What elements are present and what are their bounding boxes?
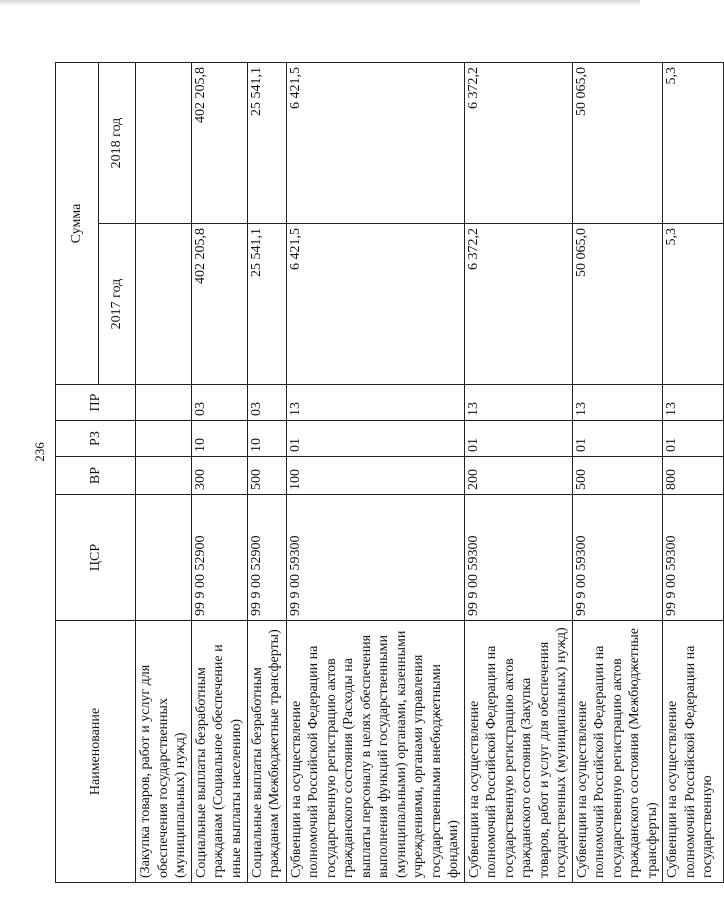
row-csr <box>136 495 192 621</box>
header-year-2017: 2017 год <box>99 224 136 385</box>
budget-table <box>55 62 724 883</box>
row-csr: 99 9 00 59300 <box>572 495 663 621</box>
header-sum: Сумма <box>56 63 99 385</box>
row-pr <box>136 385 192 421</box>
row-rz: 01 <box>572 421 663 457</box>
scan-edge-shadow <box>0 0 640 6</box>
header-name: Наименование <box>56 621 136 883</box>
row-csr: 99 9 00 52900 <box>247 495 286 621</box>
page-number: 236 <box>32 442 47 462</box>
table-row <box>191 63 247 883</box>
table-row <box>136 63 192 883</box>
row-pr: 03 <box>247 385 286 421</box>
row-csr: 99 9 00 52900 <box>191 495 247 621</box>
row-sum-2018: 402 205,8 <box>191 63 247 224</box>
row-pr: 13 <box>572 385 663 421</box>
row-csr: 99 9 00 59300 <box>286 495 464 621</box>
row-name: Социальные выплаты безработным гражданам (Межбюджетные трансферты) <box>247 621 286 883</box>
row-sum-2018: 6 372,2 <box>464 63 572 224</box>
row-name: Субвенции на осуществление полномочий Российской Федерации на государственную регистрацию актов гражданского состояния (Расходы на выплаты персоналу в целях обеспечения выполнения функций государственными (муниципальными) органами, казенными учреждениями, органами управления государственными внебюджетными фондами) <box>286 621 464 883</box>
row-sum-2017: 6 372,2 <box>464 224 572 385</box>
table-row <box>663 63 724 883</box>
table-row <box>572 63 663 883</box>
row-rz: 01 <box>286 421 464 457</box>
row-sum-2018 <box>136 63 192 224</box>
row-vr: 200 <box>464 457 572 495</box>
row-rz: 01 <box>464 421 572 457</box>
row-sum-2018: 25 541,1 <box>247 63 286 224</box>
row-vr: 500 <box>247 457 286 495</box>
header-csr: ЦСР <box>56 495 136 621</box>
row-rz: 10 <box>191 421 247 457</box>
row-name: Субвенции на осуществление полномочий Российской Федерации на государственную регистрацию актов гражданского состояния (Закупка товаров, работ и услуг для обеспечения государственных (муниципальных) нужд) <box>464 621 572 883</box>
table-row <box>286 63 464 883</box>
row-pr: 13 <box>464 385 572 421</box>
row-sum-2017: 402 205,8 <box>191 224 247 385</box>
row-vr: 100 <box>286 457 464 495</box>
row-sum-2017: 50 065,0 <box>572 224 663 385</box>
row-sum-2017: 5,3 <box>663 224 724 385</box>
row-name: (Закупка товаров, работ и услуг для обеспечения государственных (муниципальных) нужд) <box>136 621 192 883</box>
header-vr: ВР <box>56 457 136 495</box>
row-sum-2017: 25 541,1 <box>247 224 286 385</box>
row-name: Субвенции на осуществление полномочий Российской Федерации на государственную <box>663 621 724 883</box>
row-rz: 10 <box>247 421 286 457</box>
table-row <box>247 63 286 883</box>
row-csr: 99 9 00 59300 <box>663 495 724 621</box>
row-csr: 99 9 00 59300 <box>464 495 572 621</box>
row-sum-2017 <box>136 224 192 385</box>
row-sum-2018: 50 065,0 <box>572 63 663 224</box>
row-sum-2018: 5,3 <box>663 63 724 224</box>
header-row-top <box>56 63 99 883</box>
header-rz: РЗ <box>56 421 136 457</box>
row-name: Социальные выплаты безработным гражданам (Социальное обеспечение и иные выплаты населению) <box>191 621 247 883</box>
row-sum-2018: 6 421,5 <box>286 63 464 224</box>
row-vr: 300 <box>191 457 247 495</box>
row-vr <box>136 457 192 495</box>
row-vr: 800 <box>663 457 724 495</box>
row-rz <box>136 421 192 457</box>
row-pr: 13 <box>663 385 724 421</box>
table-row <box>464 63 572 883</box>
row-rz: 01 <box>663 421 724 457</box>
row-pr: 03 <box>191 385 247 421</box>
row-sum-2017: 6 421,5 <box>286 224 464 385</box>
header-pr: ПР <box>56 385 136 421</box>
rotated-page-content <box>55 63 715 883</box>
header-year-2018: 2018 год <box>99 63 136 224</box>
row-name: Субвенции на осуществление полномочий Российской Федерации на государственную регистрацию актов гражданского состояния (Межбюджетные трансферты) <box>572 621 663 883</box>
row-pr: 13 <box>286 385 464 421</box>
row-vr: 500 <box>572 457 663 495</box>
